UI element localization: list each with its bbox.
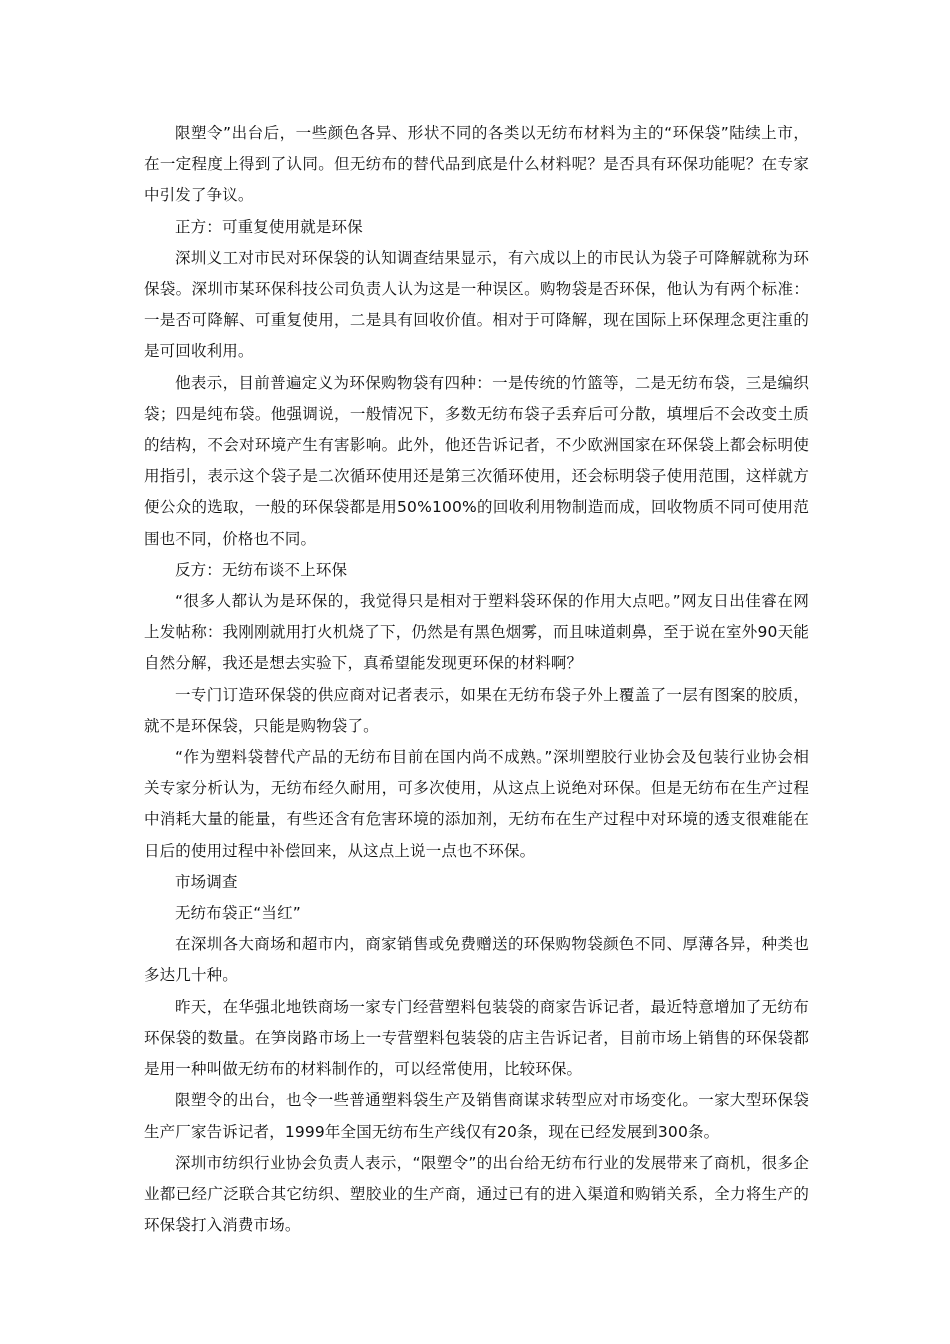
paragraph: 一专门订造环保袋的供应商对记者表示，如果在无纺布袋子外上覆盖了一层有图案的胶质，就不是环保袋，只能是购物袋了。 (144, 685, 809, 735)
subheading: 无纺布袋正“当红” (175, 904, 301, 923)
paragraph: 限塑令的出台，也令一些普通塑料袋生产及销售商谋求转型应对市场变化。一家大型环保袋生产厂家告诉记者，1999年全国无纺布生产线仅有20条，现在已经发展到300条。 (144, 1091, 809, 1141)
section-heading-market: 市场调查 (175, 872, 238, 891)
article-body (144, 118, 809, 1241)
paragraph: “作为塑料袋替代产品的无纺布目前在国内尚不成熟。”深圳塑胶行业协会及包装行业协会相关专家分析认为，无纺布经久耐用，可多次使用，从这点上说绝对环保。但是无纺布在生产过程中消耗大量的能量，有些还含有危害环境的添加剂，无纺布在生产过程中对环境的透支很难能在日后的使用过程中补偿回来，从这点上说一点也不环保。 (144, 748, 809, 860)
paragraph: 深圳义工对市民对环保袋的认知调查结果显示，有六成以上的市民认为袋子可降解就称为环保袋。深圳市某环保科技公司负责人认为这是一种误区。购物袋是否环保，他认为有两个标准：一是否可降解、可重复使用，二是具有回收价值。相对于可降解，现在国际上环保理念更注重的是可回收利用。 (144, 248, 809, 361)
paragraph: “很多人都认为是环保的，我觉得只是相对于塑料袋环保的作用大点吧。”网友日出佳睿在网上发帖称：我刚刚就用打火机烧了下，仍然是有黑色烟雾，而且味道刺鼻，至于说在室外90天能自然分解，我还是想去实验下，真希望能发现更环保的材料啊？ (144, 592, 809, 673)
paragraph-intro: 限塑令”出台后，一些颜色各异、形状不同的各类以无纺布材料为主的“环保袋”陆续上市，在一定程度上得到了认同。但无纺布的替代品到底是什么材料呢？是否具有环保功能呢？在专家中引发了争议。 (144, 124, 809, 205)
paragraph: 在深圳各大商场和超市内，商家销售或免费赠送的环保购物袋颜色不同、厚薄各异，种类也多达几十种。 (144, 935, 809, 985)
paragraph: 深圳市纺织行业协会负责人表示，“限塑令”的出台给无纺布行业的发展带来了商机，很多企业都已经广泛联合其它纺织、塑胶业的生产商，通过已有的进入渠道和购销关系，全力将生产的环保袋打入消费市场。 (144, 1153, 809, 1235)
paragraph: 他表示，目前普遍定义为环保购物袋有四种：一是传统的竹篮等，二是无纺布袋，三是编织袋；四是纯布袋。他强调说，一般情况下，多数无纺布袋子丢弃后可分散，填埋后不会改变土质的结构，不会对环境产生有害影响。此外，他还告诉记者，不少欧洲国家在环保袋上都会标明使用指引，表示这个袋子是二次循环使用还是第三次循环使用，还会标明袋子使用范围，这样就方便公众的选取，一般的环保袋都是用50%100%的回收利用物制造而成，回收物质不同可使用范围也不同，价格也不同。 (144, 373, 809, 548)
section-heading-con: 反方：无纺布谈不上环保 (175, 560, 348, 579)
paragraph: 昨天，在华强北地铁商场一家专门经营塑料包装袋的商家告诉记者，最近特意增加了无纺布环保袋的数量。在笋岗路市场上一专营塑料包装袋的店主告诉记者，目前市场上销售的环保袋都是用一种叫做无纺布的材料制作的，可以经常使用，比较环保。 (144, 997, 809, 1079)
section-heading-pro: 正方：可重复使用就是环保 (175, 217, 363, 236)
